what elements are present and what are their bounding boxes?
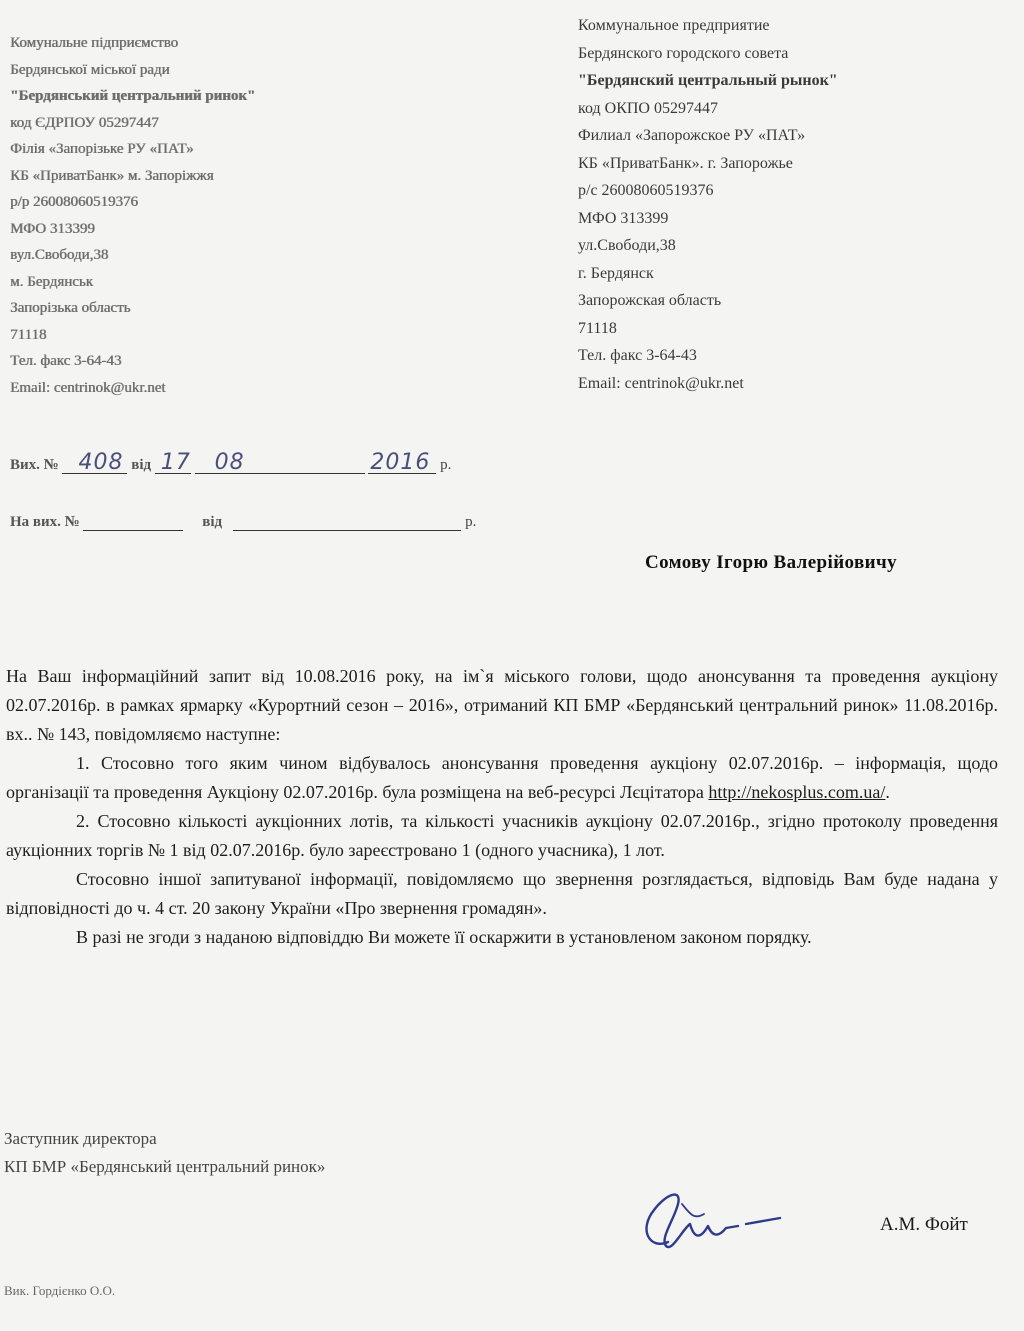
body-item-1-end: . <box>885 782 890 802</box>
letterhead-org-name: "Бердянский центральный рынок" <box>578 72 838 89</box>
letter-body <box>6 662 998 952</box>
auction-website-link[interactable]: http://nekosplus.com.ua/ <box>708 782 886 802</box>
signatory-organization: КП БМР «Бердянський центральний ринок» <box>4 1157 326 1176</box>
incoming-number-field <box>83 512 183 531</box>
outgoing-label: Вих. № <box>10 457 59 473</box>
letterhead-line: р/с 26008060519376 <box>578 182 714 199</box>
letterhead-line: МФО 313399 <box>10 220 95 237</box>
signatory-title <box>4 1125 325 1181</box>
incoming-suffix: р. <box>465 514 477 530</box>
letterhead-line: Тел. факс 3-64-43 <box>578 347 697 364</box>
letterhead-line: КБ «ПриватБанк». г. Запорожье <box>578 154 793 172</box>
outgoing-from-label: від <box>131 457 152 473</box>
outgoing-number: 408 <box>78 450 124 475</box>
body-item-1 <box>6 749 998 807</box>
addressee: Сомову Ігорю Валерійовичу <box>645 552 897 573</box>
letterhead-line: Email: centrinok@ukr.net <box>10 379 166 396</box>
incoming-date-field <box>233 512 461 531</box>
letterhead-line: Запорожская область <box>578 292 722 309</box>
incoming-label: На вих. № <box>10 514 80 530</box>
letterhead-line: 71118 <box>10 326 47 343</box>
letterhead-line: Бердянської міської ради <box>10 61 170 78</box>
letterhead-line: р/р 26008060519376 <box>10 194 138 210</box>
letterhead-line: Комунальне підприємство <box>10 35 179 51</box>
letterhead-line: Филиал «Запорожское РУ «ПАТ» <box>578 127 806 144</box>
handwritten-signature <box>620 1180 800 1260</box>
letterhead-line: Тел. факс 3-64-43 <box>10 353 122 369</box>
outgoing-month-field <box>195 450 365 475</box>
signatory-position: Заступник директора <box>4 1129 157 1148</box>
letterhead-line: вул.Свободи,38 <box>10 247 109 263</box>
outgoing-year-field <box>368 450 436 475</box>
letterhead-russian <box>578 12 998 397</box>
body-item-1-text: 1. Стосовно того яким чином відбувалось анонсування проведення аукціону 02.07.2016р. – інформація, щодо організації та проведення Аукціону 02.07.2016р. була розміщена на веб-ресурсі Лєцітатора <box>6 753 998 802</box>
letterhead-line: код ЄДРПОУ 05297447 <box>10 114 159 131</box>
letterhead-line: м. Бердянськ <box>10 273 93 290</box>
letterhead-line: КБ «ПриватБанк» м. Запоріжжя <box>10 167 214 184</box>
body-paragraph-3: Стосовно іншої запитуваної інформації, повідомляємо що звернення розглядається, відповідь Вам буде надана у відповідності до ч. 4 ст. 20 закону України «Про звернення громадян». <box>6 869 998 918</box>
incoming-from-label: від <box>202 514 223 530</box>
executor-note: Вик. Гордієнко О.О. <box>4 1283 116 1298</box>
incoming-reference <box>10 512 476 531</box>
letterhead-line: Запорізька область <box>10 300 131 316</box>
letterhead-line: Email: centrinok@ukr.net <box>578 374 744 392</box>
letterhead-org-name: "Бердянський центральний ринок" <box>10 88 256 104</box>
signer-name: А.М. Фойт <box>880 1214 968 1235</box>
letterhead-line: ул.Свободи,38 <box>578 237 676 254</box>
body-item-2: 2. Стосовно кількості аукціонних лотів, та кількості учасників аукціону 02.07.2016р., згідно протоколу проведення аукціонних торгів № 1 від 02.07.2016р. було зареєстровано 1 (одного учасника), 1 лот. <box>6 811 998 860</box>
body-intro: На Ваш інформаційний запит від 10.08.2016 року, на ім`я міського голови, щодо анонсування та проведення аукціону 02.07.2016р. в рамках ярмарку «Курортний сезон – 2016», отриманий КП БМР «Бердянський центральний ринок» 11.08.2016р. вх.. № 143, повідомляємо наступне: <box>6 666 998 744</box>
outgoing-day-field <box>155 450 191 475</box>
letterhead-line: 71118 <box>578 319 617 337</box>
outgoing-month: 08 <box>214 450 245 475</box>
body-paragraph-4: В разі не згоди з наданою відповіддю Ви можете її оскаржити в установленом законом порядку. <box>76 927 812 947</box>
letterhead-line: Бердянского городского совета <box>578 44 789 62</box>
letterhead-line: Коммунальное предприятие <box>578 17 770 34</box>
letterhead-line: Філія «Запорізьке РУ «ПАТ» <box>10 141 194 157</box>
letterhead-line: МФО 313399 <box>578 209 669 227</box>
outgoing-suffix: р. <box>440 457 452 473</box>
outgoing-reference <box>10 450 452 475</box>
outgoing-number-field <box>62 450 127 475</box>
letterhead-line: код ОКПО 05297447 <box>578 99 718 117</box>
letterhead-line: г. Бердянск <box>578 264 654 282</box>
outgoing-year: 2016 <box>370 450 431 475</box>
outgoing-day: 17 <box>160 450 191 475</box>
letterhead-ukrainian <box>10 30 350 401</box>
